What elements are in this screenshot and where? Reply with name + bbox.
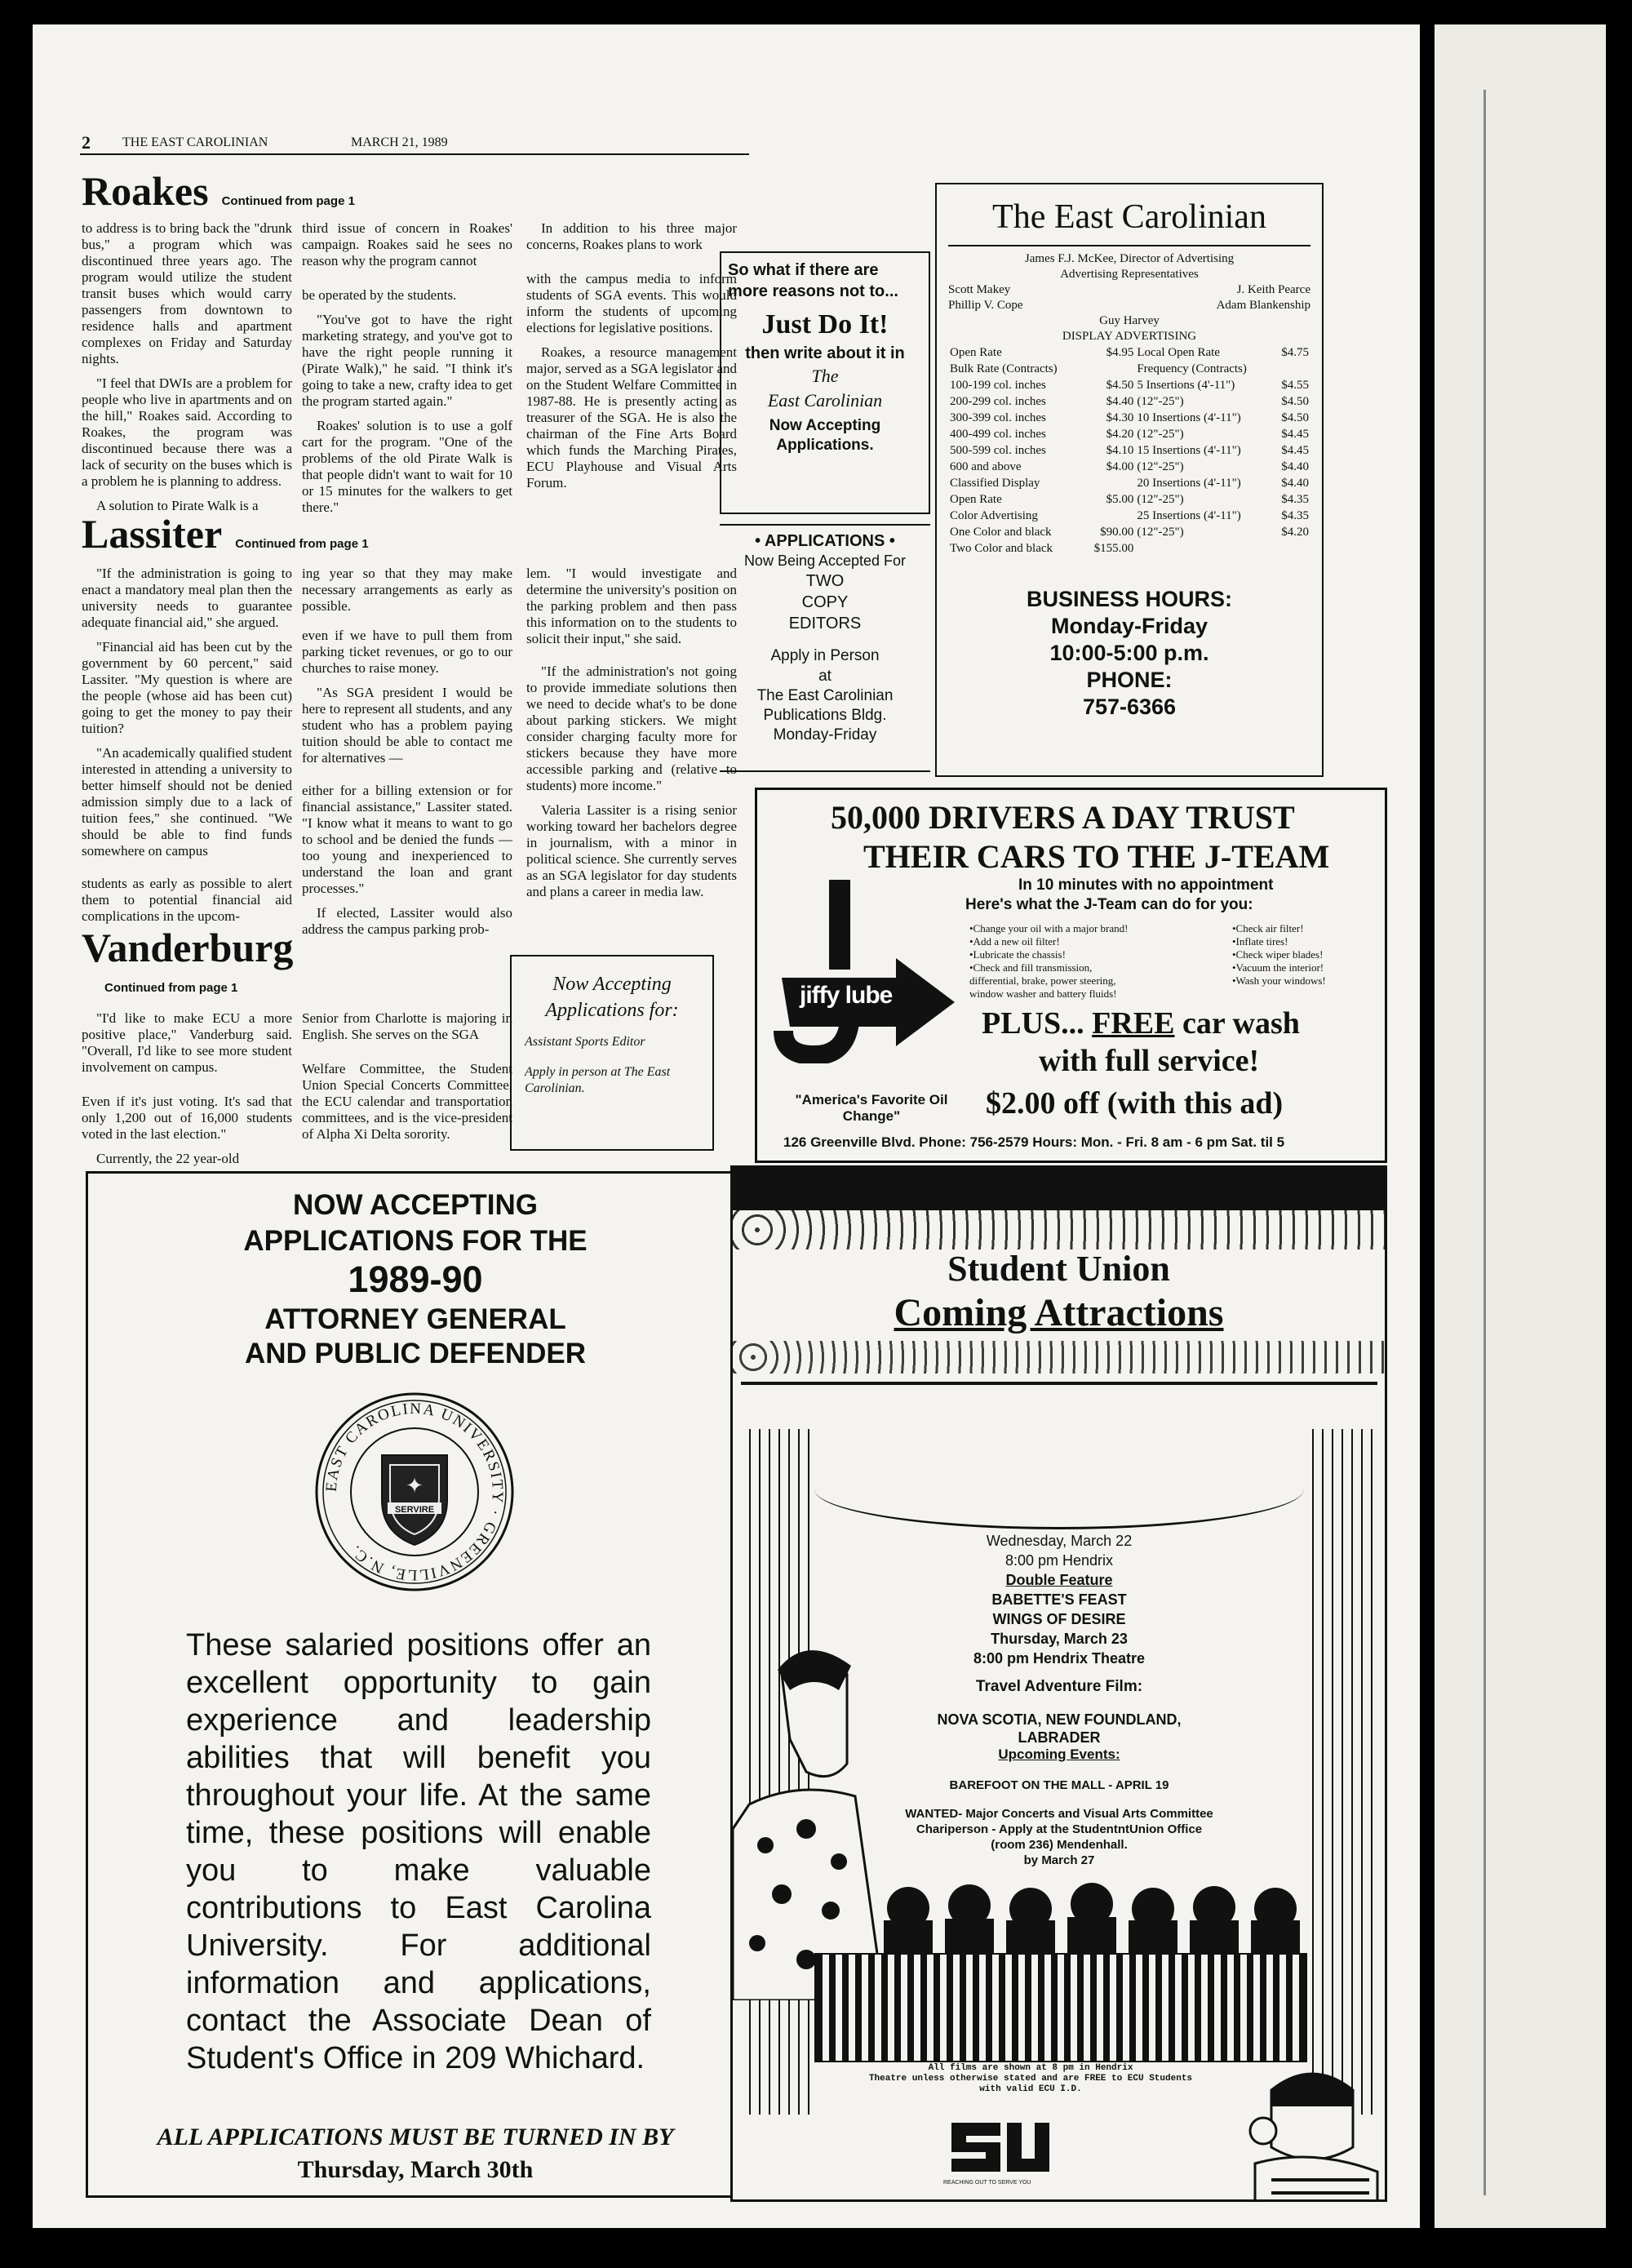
rate-cell <box>1273 361 1310 377</box>
rate-cell: Open Rate <box>950 346 1002 359</box>
ec-hours-header: BUSINESS HOURS: <box>1026 587 1233 611</box>
su-seats <box>814 1953 1307 2062</box>
su-stage-valance <box>741 1382 1377 1433</box>
jl-footer: 126 Greenville Blvd. Phone: 756-2579 Hours: Mon. - Fri. 8 am - 6 pm Sat. til 5 <box>783 1134 1285 1150</box>
rate-cell: $4.35 <box>1281 509 1309 522</box>
rate-cell <box>1083 475 1135 491</box>
ce-header: • APPLICATIONS • <box>755 532 895 550</box>
rate-cell: Bulk Rate (Contracts) <box>950 362 1058 375</box>
rate-cell: Two Color and black <box>950 542 1053 555</box>
jl-service-item: •Inflate tires! <box>1232 935 1288 948</box>
roakes-column-2 <box>302 220 512 524</box>
roakes-paragraph: be operated by the students. <box>302 287 457 303</box>
su-schedule-line: WINGS OF DESIRE <box>992 1611 1126 1627</box>
ag-footer1: ALL APPLICATIONS MUST BE TURNED IN BY <box>157 2124 674 2150</box>
jl-plus-suffix: car wash <box>1182 1006 1300 1041</box>
cartoon-kid-icon <box>1239 2057 1386 2202</box>
su-wanted-line: WANTED- Major Concerts and Visual Arts Committee <box>905 1807 1213 1821</box>
jl-service-item: •Check and fill transmission, <box>969 961 1093 974</box>
jl-service-item: differential, brake, power steering, <box>969 974 1116 987</box>
rate-cell: $4.35 <box>1281 493 1309 506</box>
ec-director: James F.J. McKee, Director of Advertising <box>1024 252 1235 265</box>
ag-body: These salaried positions offer an excellent opportunity to gain experience and leadership abilities that will benefit you throughout your life. At the same time, these positions will enable you to make valuable contributions to East Carolina University. For additional information and applications, contact the Associate Dean of Student's Office in 209 Whichard. <box>186 1628 651 2075</box>
rate-row <box>948 491 1310 508</box>
jl-sub1: In 10 minutes with no appointment <box>1018 877 1274 894</box>
ag-line4: ATTORNEY GENERAL <box>264 1303 566 1335</box>
attorney-general-ad <box>86 1171 745 2198</box>
roakes-heading <box>82 170 751 212</box>
rate-row <box>948 508 1310 524</box>
lassiter-column-3 <box>526 566 737 908</box>
student-union-ad <box>730 1165 1387 2202</box>
jdi-intro: So what if there are more reasons not to... <box>728 261 898 300</box>
ec-rep: J. Keith Pearce <box>1236 283 1310 296</box>
jl-plus-line2: with full service! <box>1039 1044 1260 1078</box>
jdi-pub-the: The <box>811 366 839 386</box>
jl-plus-prefix: PLUS... <box>982 1006 1084 1041</box>
ce-line2: TWO <box>805 572 845 590</box>
ce-line4: EDITORS <box>788 615 862 632</box>
rate-cell: $4.00 <box>1106 460 1134 473</box>
student-union-logo-icon <box>943 2115 1058 2180</box>
roakes-paragraph: Roakes, a resource management major, served as a SGA legislator and on the Student Welfare Committee in 1987-88. He is presently acting as treasurer of the SGA. He is also the chairman of the Fine Arts Board which funds the Marching Pirates, ECU Playhouse and Visual Arts Forum. <box>526 344 737 490</box>
su-schedule-line: BABETTE'S FEAST <box>991 1591 1127 1608</box>
ec-display-header: DISPLAY ADVERTISING <box>1062 330 1197 343</box>
su-garland <box>733 1210 1385 1249</box>
su-travel: Travel Adventure Film: <box>975 1678 1143 1695</box>
su-curtain-right <box>1304 1429 1377 2115</box>
paper-name: THE EAST CAROLINIAN <box>122 135 268 149</box>
adjacent-page-rule <box>1483 90 1592 2195</box>
su-logo-tag: REACHING OUT TO SERVE YOU <box>943 2180 1031 2186</box>
rate-cell <box>1273 540 1310 557</box>
su-drape <box>814 1429 1304 1529</box>
rate-cell: $4.55 <box>1281 379 1309 392</box>
rate-cell <box>1135 540 1273 557</box>
rate-cell: 20 Insertions (4'-11") <box>1137 477 1241 490</box>
jl-plus-line <box>982 1005 1300 1041</box>
jl-offer: $2.00 off (with this ad) <box>986 1086 1284 1121</box>
rate-cell: Local Open Rate <box>1137 346 1220 359</box>
jiffy-lube-ad <box>755 788 1387 1163</box>
vanderburg-paragraph: Even if it's just voting. It's sad that only 1,200 out of 16,000 students voted in the last election." <box>82 1094 292 1142</box>
rate-cell: One Color and black <box>950 526 1052 539</box>
rate-row <box>948 442 1310 459</box>
ec-rep-5: Guy Harvey <box>1099 314 1160 327</box>
ec-rep: Scott Makey <box>948 283 1011 296</box>
roakes-paragraph: with the campus media to inform students of SGA events. This would inform the students of upcoming elections for legislative positions. <box>526 271 737 335</box>
jl-service-item: window washer and battery fluids! <box>969 988 1117 1000</box>
lassiter-paragraph: ing year so that they may make necessary arrangements as early as possible. <box>302 566 512 614</box>
page-masthead <box>82 132 751 152</box>
rate-cell: $4.40 <box>1106 395 1134 408</box>
su-title2: Coming Attractions <box>894 1291 1224 1334</box>
ce-line1: Now Being Accepted For <box>743 553 907 569</box>
rate-row <box>948 377 1310 393</box>
rate-row <box>948 426 1310 442</box>
su-wanted-line: Chariperson - Apply at the StudentntUnion Office <box>916 1822 1203 1836</box>
lassiter-heading <box>82 513 751 555</box>
lassiter-continued: Continued from page 1 <box>235 537 369 551</box>
rate-cell: (12"-25") <box>1137 526 1184 539</box>
ec-rates-title: The East Carolinian <box>992 198 1266 236</box>
jdi-pub-name: East Carolinian <box>767 390 883 411</box>
roakes-paragraph: "I feel that DWIs are a problem for people who live in apartments and on the hill," Roakes said. According to Roakes, the program was discontinued because there was a lack of security on the buses which is a problem he is planning to address. <box>82 375 292 489</box>
cartoon-man-icon <box>733 1641 888 2000</box>
jl-headline2: THEIR CARS TO THE J-TEAM <box>863 838 1330 875</box>
su-travel-title1: NOVA SCOTIA, NEW FOUNDLAND, <box>937 1711 1182 1728</box>
sports-ad-line2: Applications for: <box>545 1000 679 1021</box>
rate-row <box>948 475 1310 491</box>
rate-cell: $4.45 <box>1281 428 1309 441</box>
ag-footer2: Thursday, March 30th <box>297 2156 534 2183</box>
rate-cell: $4.40 <box>1281 460 1309 473</box>
page-number: 2 <box>82 132 91 153</box>
su-schedule-line: Thursday, March 23 <box>991 1631 1128 1647</box>
rate-cell: 200-299 col. inches <box>950 395 1046 408</box>
newspaper-page <box>33 24 1420 2228</box>
rate-cell: Open Rate <box>950 493 1002 506</box>
jl-service-item: •Vacuum the interior! <box>1232 961 1324 974</box>
jl-plus-free: FREE <box>1092 1006 1175 1041</box>
jl-services-right <box>1232 922 1379 988</box>
lassiter-headline: Lassiter <box>82 511 223 557</box>
su-footnote-line: with valid ECU I.D. <box>979 2084 1082 2094</box>
rate-cell: $90.00 <box>1100 526 1134 539</box>
lassiter-paragraph: even if we have to pull them from parking ticket revenues, or go to our churches to raise money. <box>302 628 512 676</box>
rate-cell <box>1083 508 1135 524</box>
jdi-headline: Just Do It! <box>761 309 889 340</box>
ec-reps-row2 <box>948 298 1310 313</box>
jl-service-item: •Lubricate the chassis! <box>969 948 1066 961</box>
ce-line7: The East Carolinian <box>756 687 894 704</box>
su-schedule-line: Double Feature <box>1005 1572 1113 1588</box>
sports-editor-ad <box>510 955 714 1151</box>
rate-cell: (12"-25") <box>1137 460 1184 473</box>
rate-cell: 400-499 col. inches <box>950 428 1046 441</box>
su-schedule-line: 8:00 pm Hendrix Theatre <box>973 1650 1146 1667</box>
rate-cell: $4.50 <box>1281 395 1309 408</box>
roakes-headline: Roakes <box>82 168 209 214</box>
su-top-banner <box>733 1168 1385 1210</box>
rate-cell: 300-399 col. inches <box>950 411 1046 424</box>
roakes-paragraph: to address is to bring back the "drunk bus," a program which was discontinued three years ago. The program would utilize the student transit buses which would carry passengers from downtown to residence halls and apartment complexes on Friday and Saturday nights. <box>82 220 292 366</box>
rate-cell: $4.75 <box>1281 346 1309 359</box>
rate-row <box>948 393 1310 410</box>
lassiter-paragraph: "As SGA president I would be here to represent all students, and any student who has a problem paying tuition should be able to contact me for alternatives — <box>302 685 512 766</box>
su-schedule <box>855 1531 1263 1668</box>
jl-services-left <box>969 922 1214 1001</box>
rate-row <box>948 344 1310 361</box>
vanderburg-column-2 <box>302 1010 512 1151</box>
rate-cell: 15 Insertions (4'-11") <box>1137 444 1241 457</box>
lassiter-paragraph: "If the administration's not going to provide immediate solutions then we need to decide what's to be done about parking stickers. We might consider charging faculty more for stickers because they have more accessible parking and (relative to students) more income." <box>526 664 737 793</box>
vanderburg-paragraph: Currently, the 22 year-old <box>96 1151 240 1166</box>
su-wanted-line: by March 27 <box>1023 1853 1095 1867</box>
rate-cell: $4.20 <box>1106 428 1134 441</box>
lassiter-paragraph: "If the administration is going to enact a mandatory meal plan then the university needs to guarantee adequate financial aid," she argued. <box>82 566 292 630</box>
su-travel-title2: LABRADER <box>1018 1729 1101 1746</box>
ag-line3: 1989-90 <box>348 1258 483 1300</box>
masthead-rule <box>80 153 749 155</box>
just-do-it-ad <box>720 251 930 514</box>
rate-cell: 10 Insertions (4'-11") <box>1137 411 1241 424</box>
ec-rep: Phillip V. Cope <box>948 299 1023 312</box>
vanderburg-paragraph: "I'd like to make ECU a more positive place," Vanderburg said. "Overall, I'd like to see more student involvement on campus. <box>82 1010 292 1075</box>
vanderburg-continued: Continued from page 1 <box>104 981 238 995</box>
copy-editors-ad <box>720 524 930 772</box>
lassiter-paragraph: "Financial aid has been cut by the government by 60 percent," said Lassiter. "My question is where are the people (whose aid has been cut) going to get the money to pay their tuition? <box>82 639 292 736</box>
ec-hours-days: Monday-Friday <box>1050 614 1208 638</box>
rate-cell: $4.30 <box>1106 411 1134 424</box>
su-schedule-line: Wednesday, March 22 <box>986 1533 1133 1549</box>
roakes-column-3 <box>526 220 737 499</box>
roakes-continued: Continued from page 1 <box>221 194 355 208</box>
roakes-paragraph: In addition to his three major concerns, Roakes plans to work <box>526 220 737 252</box>
ce-line8: Publications Bldg. <box>763 707 887 724</box>
lassiter-paragraph: If elected, Lassiter would also address the campus parking prob- <box>302 905 512 937</box>
su-footnote-line: Theatre unless otherwise stated and are FREE to ECU Students <box>868 2074 1193 2084</box>
ag-line2: APPLICATIONS FOR THE <box>243 1225 588 1257</box>
rate-cell: Classified Display <box>950 477 1040 490</box>
lassiter-column-2 <box>302 566 512 946</box>
vanderburg-paragraph: Welfare Committee, the Student Union Special Concerts Committee, the ECU calendar and transportation committees, and is the vice-president of Alpha Xi Delta sorority. <box>302 1061 512 1142</box>
rate-cell: $5.00 <box>1106 493 1134 506</box>
su-upcoming: Upcoming Events: <box>998 1746 1120 1762</box>
rate-row <box>948 410 1310 426</box>
vanderburg-paragraph: Senior from Charlotte is majoring in English. She serves on the SGA <box>302 1010 512 1042</box>
rate-cell: (12"-25") <box>1137 395 1184 408</box>
jl-sub2: Here's what the J-Team can do for you: <box>965 896 1253 913</box>
ec-rates-rule <box>948 245 1310 246</box>
vanderburg-column-1 <box>82 1010 292 1175</box>
ce-line3: COPY <box>801 593 849 611</box>
roakes-column-1 <box>82 220 292 522</box>
sports-ad-apply: Apply in person at The East Carolinian. <box>525 1065 671 1095</box>
jl-service-item: •Change your oil with a major brand! <box>969 922 1129 934</box>
rate-cell: Color Advertising <box>950 509 1038 522</box>
ec-rate-table <box>948 344 1310 557</box>
roakes-paragraph: third issue of concern in Roakes' campaign. Roakes said he sees no reason why the program cannot <box>302 220 512 269</box>
lassiter-column-1 <box>82 566 292 933</box>
rate-cell: (12"-25") <box>1137 428 1184 441</box>
rate-row <box>948 540 1310 557</box>
jl-logo-text: jiffy lube <box>800 982 893 1009</box>
sports-ad-line1: Now Accepting <box>552 974 672 995</box>
rate-cell: 500-599 col. inches <box>950 444 1046 457</box>
rate-cell: 25 Insertions (4'-11") <box>1137 509 1241 522</box>
jl-service-item: •Add a new oil filter! <box>969 935 1060 948</box>
rate-cell: 600 and above <box>950 460 1022 473</box>
audience-silhouettes-icon <box>880 1880 1312 1953</box>
jdi-applications: Now Accepting Applications. <box>769 417 881 454</box>
ec-reps-row1 <box>948 282 1310 298</box>
rate-cell: $4.20 <box>1281 526 1309 539</box>
rate-cell: $4.95 <box>1106 346 1134 359</box>
ce-line9: Monday-Friday <box>773 726 877 743</box>
jdi-write: then write about it in <box>745 344 905 362</box>
seal-motto: SERVIRE <box>394 1505 435 1515</box>
lassiter-paragraph: lem. "I would investigate and determine the university's position on the parking problem and then pass this information on to the students to solicit their input," she said. <box>526 566 737 646</box>
ec-reps-header: Advertising Representatives <box>1060 268 1199 281</box>
rate-cell: $4.50 <box>1281 411 1309 424</box>
rate-cell: $4.50 <box>1106 379 1134 392</box>
adjacent-page-edge <box>1435 24 1606 2228</box>
lassiter-paragraph: students as early as possible to alert them to potential financial aid complications in the upcom- <box>82 876 292 924</box>
lassiter-paragraph: "An academically qualified student interested in attending a university to better himself should not be denied admission simply due to a lack of tuition fees," she continued. "We should be able to find funds somewhere on campus <box>82 745 292 859</box>
vanderburg-heading <box>82 926 539 969</box>
rate-cell: 5 Insertions (4'-11") <box>1137 379 1235 392</box>
vanderburg-headline: Vanderburg <box>82 925 294 970</box>
jl-headline1: 50,000 DRIVERS A DAY TRUST <box>831 799 1295 836</box>
ag-line1: NOW ACCEPTING <box>292 1189 539 1221</box>
jl-slogan: "America's Favorite Oil Change" <box>795 1092 948 1124</box>
roakes-paragraph: Roakes' solution is to use a golf cart for the program. "One of the problems of the old Pirate Walk is that people didn't want to wait for 10 or 15 minutes for the walkers to get there." <box>302 418 512 515</box>
ce-line6: at <box>818 668 832 685</box>
rate-cell: $155.00 <box>1093 542 1134 555</box>
jiffy-lube-logo-icon <box>774 880 961 1063</box>
rate-cell: $4.40 <box>1281 477 1309 490</box>
ec-phone: 757-6366 <box>1082 695 1177 719</box>
su-schedule-line: 8:00 pm Hendrix <box>1004 1552 1114 1569</box>
su-footnote-line: All films are shown at 8 pm in Hendrix <box>928 2063 1133 2073</box>
rate-cell: (12"-25") <box>1137 493 1184 506</box>
su-footnote <box>814 2063 1247 2095</box>
rate-cell: $4.45 <box>1281 444 1309 457</box>
seal-ring-text: EAST CAROLINA UNIVERSITY · GREENVILLE, N.C. <box>322 1400 507 1584</box>
jl-service-item: •Check air filter! <box>1232 922 1304 934</box>
ec-rep: Adam Blankenship <box>1216 299 1310 312</box>
ec-hours-time: 10:00-5:00 p.m. <box>1049 641 1209 665</box>
svg-text:✦: ✦ <box>406 1474 424 1498</box>
su-garland-2 <box>733 1341 1385 1374</box>
jl-service-item: •Check wiper blades! <box>1232 948 1324 961</box>
su-wanted <box>855 1806 1263 1868</box>
ag-line5: AND PUBLIC DEFENDER <box>244 1338 587 1369</box>
lassiter-paragraph: either for a billing extension or for financial assistance," Lassiter stated. "I know what it means to want to go to school and be denied the funds — too young and inexperienced to understand the loan and grant processes." <box>302 783 512 896</box>
su-wanted-line: (room 236) Mendenhall. <box>991 1838 1128 1852</box>
rate-cell <box>1083 361 1135 377</box>
roakes-paragraph: A solution to Pirate Walk is a <box>96 498 259 513</box>
rate-row <box>948 524 1310 540</box>
rate-cell: Frequency (Contracts) <box>1137 362 1247 375</box>
rate-row <box>948 459 1310 475</box>
ecu-seal-icon <box>313 1390 517 1594</box>
su-barefoot: BAREFOOT ON THE MALL - APRIL 19 <box>949 1778 1169 1792</box>
ec-ad-rates-box <box>935 183 1324 777</box>
su-title1: Student Union <box>947 1249 1170 1289</box>
issue-date: MARCH 21, 1989 <box>351 135 448 149</box>
roakes-paragraph: "You've got to have the right marketing strategy, and you've got to have the right people running it (Pirate Walk)," he said. "I think it's going to take a new, crafty idea to get the program started again." <box>302 312 512 409</box>
ec-phone-label: PHONE: <box>1086 668 1173 692</box>
sports-ad-position: Assistant Sports Editor <box>525 1035 645 1049</box>
jl-service-item: •Wash your windows! <box>1232 974 1326 987</box>
rate-row <box>948 361 1310 377</box>
lassiter-paragraph: Valeria Lassiter is a rising senior working toward her bachelors degree in journalism, with a minor in political science. She currently serves as an SGA legislator for day students and plans a career in media law. <box>526 802 737 899</box>
rate-cell: $4.10 <box>1106 444 1134 457</box>
ce-line5: Apply in Person <box>770 647 880 664</box>
rate-cell: 100-199 col. inches <box>950 379 1046 392</box>
